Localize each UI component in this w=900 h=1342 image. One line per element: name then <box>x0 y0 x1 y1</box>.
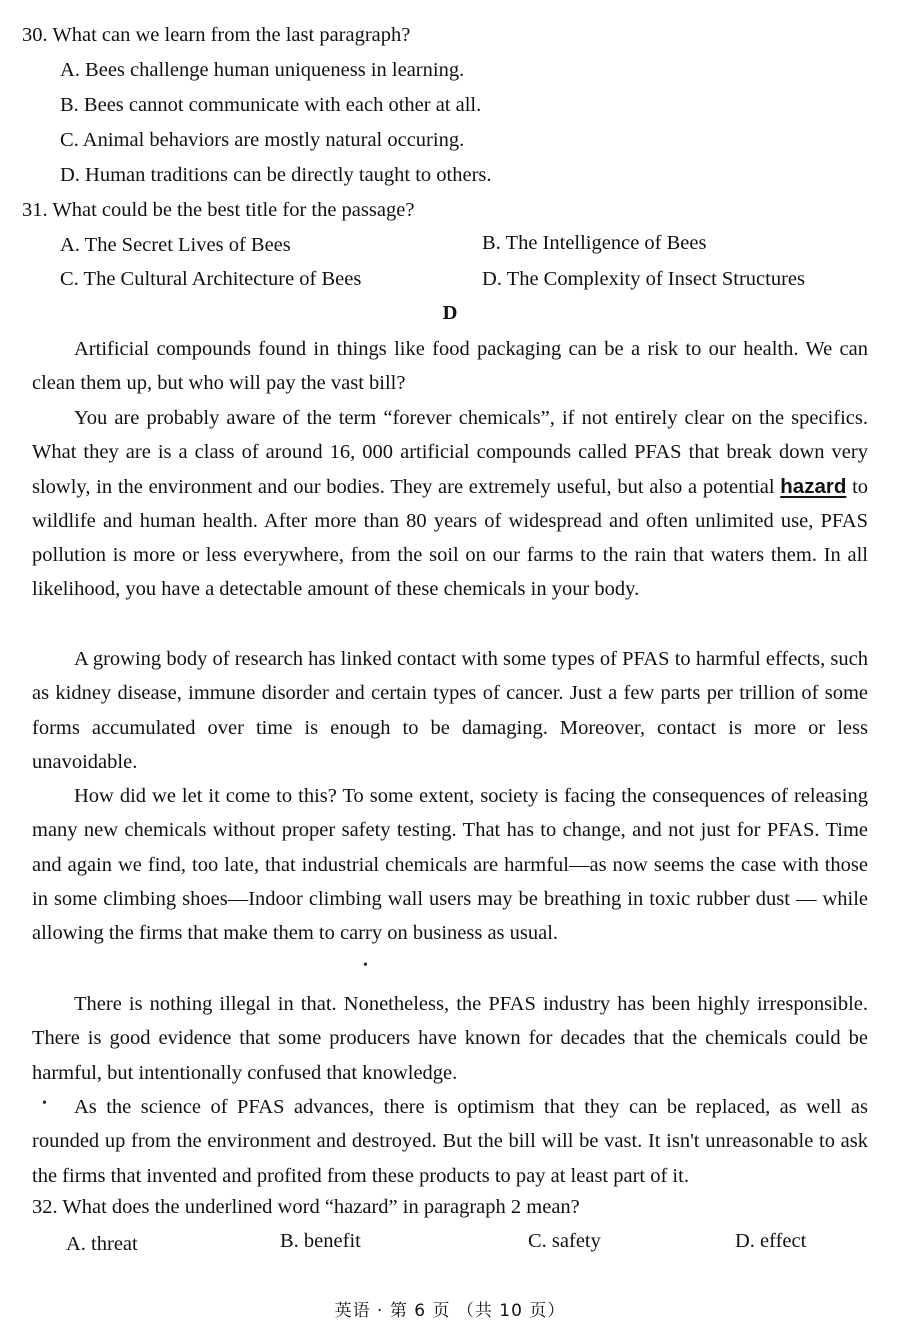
question-31-option-b: B. The Intelligence of Bees <box>482 232 707 254</box>
scan-mark: • <box>42 1096 47 1111</box>
paragraph-2-text-after: to wildlife and human health. After more than 80 years of widespread and often unlimited use, PFAS pollution is more or less everywhere, from the soil on our farms to the rain that waters them. In all likelihood, you have a detectable amount of these chemicals in your body. <box>32 475 869 601</box>
question-31-option-d: D. The Complexity of Insect Structures <box>482 268 806 290</box>
passage-paragraph-3: A growing body of research has linked contact with some types of PFAS to harmful effects, such as kidney disease, immune disorder and certain types of cancer. Just a few parts per trillion of some forms accumulated over time is enough to be damaging. Moreover, contact is more or less unavoidable. <box>32 648 868 773</box>
question-32-option-c: C. safety <box>528 1230 601 1252</box>
question-32-stem: 32. What does the underlined word “hazard” in paragraph 2 mean? <box>32 1196 580 1218</box>
underlined-word-hazard: hazard <box>780 474 847 498</box>
question-30-option-b: B. Bees cannot communicate with each other at all. <box>60 94 482 116</box>
passage-paragraph-4: How did we let it come to this? To some extent, society is facing the consequences of releasing many new chemicals without proper safety testing. That has to change, and not just for PFAS. Time and again we find, too late, that industrial chemicals are harmful—as now seems the case with those in some climbing shoes—Indoor climbing wall users may be breathing in toxic rubber dust — while allowing the firms that make them to carry on business as usual. <box>32 785 868 945</box>
question-32-option-d: D. effect <box>735 1230 807 1252</box>
section-heading: D <box>442 302 458 324</box>
passage-paragraph-5: There is nothing illegal in that. Nonetheless, the PFAS industry has been highly irresponsible. There is good evidence that some producers have known for decades that the chemicals could be harmful, but intentionally confused that knowledge. <box>32 993 868 1084</box>
question-31-stem: 31. What could be the best title for the passage? <box>22 199 415 221</box>
scan-mark: • <box>363 958 368 973</box>
page-footer: 英语 · 第 6 页 （共 10 页） <box>334 1301 566 1321</box>
paragraph-2-text-before: You are probably aware of the term “forever chemicals”, if not entirely clear on the specifics. What they are is a class of around 16, 000 artificial compounds called PFAS that break down very slowly, in the environment and our bodies. They are extremely useful, but also a potential <box>32 407 868 498</box>
question-32-option-b: B. benefit <box>280 1230 361 1252</box>
question-30-option-c: C. Animal behaviors are mostly natural occuring. <box>60 129 465 151</box>
question-30-stem: 30. What can we learn from the last paragraph? <box>22 24 411 46</box>
question-30-option-d: D. Human traditions can be directly taught to others. <box>60 164 492 186</box>
question-31-option-c: C. The Cultural Architecture of Bees <box>60 268 362 290</box>
question-30-option-a: A. Bees challenge human uniqueness in learning. <box>60 59 465 81</box>
passage-paragraph-6: As the science of PFAS advances, there is optimism that they can be replaced, as well as rounded up from the environment and destroyed. But the bill will be vast. It isn't unreasonable to ask the firms that invented and profited from these products to pay at least part of it. <box>32 1096 868 1187</box>
passage-paragraph-2 <box>32 401 868 607</box>
question-32-option-a: A. threat <box>66 1233 138 1255</box>
passage-paragraph-1: Artificial compounds found in things like food packaging can be a risk to our health. We can clean them up, but who will pay the vast bill? <box>32 338 868 395</box>
question-31-option-a: A. The Secret Lives of Bees <box>60 234 291 256</box>
